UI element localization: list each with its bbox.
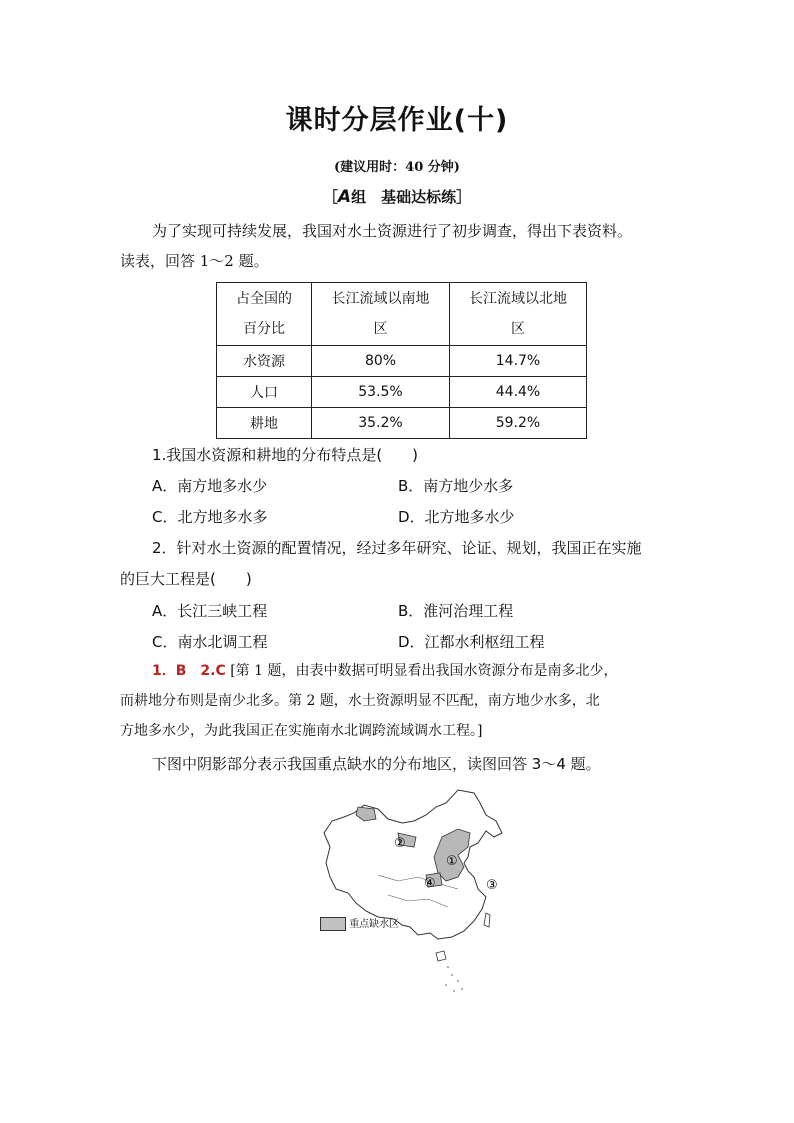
answer-line-2: 而耕地分布则是南少北多。第 2 题，水土资源明显不匹配，南方地少水多，北 (120, 693, 600, 709)
map-label-1: ① (446, 854, 458, 869)
question-1-stem: 1.我国水资源和耕地的分布特点是( ) (152, 446, 419, 464)
answer-line-3: 方地多水少，为此我国正在实施南水北调跨流域调水工程。] (120, 723, 483, 739)
taiwan (484, 913, 490, 927)
question-2-option-c: C．南水北调工程 (152, 633, 268, 651)
intro-line-1: 为了实现可持续发展，我国对水土资源进行了初步调查，得出下表资料。 (152, 222, 633, 240)
table-cell: 44.4% (450, 377, 587, 408)
question-2-option-d: D．江都水利枢纽工程 (398, 633, 545, 651)
map-label-3: ③ (486, 878, 498, 893)
table-header-row (217, 283, 587, 346)
resource-table (216, 282, 587, 439)
table-header-cell: 长江流域以北地 区 (450, 283, 587, 346)
table-header-cell: 长江流域以南地 区 (312, 283, 450, 346)
answer-key: 1．B 2.C (152, 663, 226, 679)
group-label: 组 基础达标练 (351, 188, 457, 206)
shortage-region-northwest (356, 807, 376, 821)
question-2-stem-line-1: 2．针对水土资源的配置情况，经过多年研究、论证、规划，我国正在实施 (152, 539, 642, 557)
table-cell: 59.2% (450, 408, 587, 439)
table-cell: 35.2% (312, 408, 450, 439)
question-1-option-d: D．北方地多水少 (398, 508, 515, 526)
table-cell: 14.7% (450, 346, 587, 377)
table-cell: 80% (312, 346, 450, 377)
map-legend (320, 915, 399, 931)
group-heading: ［A组 基础达标练］ (322, 187, 472, 207)
suggested-time: (建议用时：40 分钟) (334, 160, 460, 175)
question-1-option-c: C．北方地多水多 (152, 508, 268, 526)
question-2-stem-line-2: 的巨大工程是( ) (120, 570, 252, 588)
answer-line-1 (152, 656, 692, 686)
table-header-cell: 占全国的 百分比 (217, 283, 312, 346)
table-row (217, 408, 587, 439)
table-cell: 53.5% (312, 377, 450, 408)
intro-line-2: 读表，回答 1～2 题。 (120, 252, 269, 270)
legend-swatch (320, 917, 346, 931)
table-cell: 人口 (217, 377, 312, 408)
question-1-option-b: B．南方地少水多 (398, 477, 514, 495)
table-cell: 耕地 (217, 408, 312, 439)
china-water-shortage-map (318, 785, 518, 1000)
group-letter: A (337, 187, 352, 207)
map-label-2: ② (394, 836, 406, 851)
answer-text-1: [第 1 题，由表中数据可明显看出我国水资源分布是南多北少， (230, 663, 618, 679)
table-row (217, 346, 587, 377)
legend-label: 重点缺水区 (349, 919, 400, 930)
question-2-option-b: B．淮河治理工程 (398, 602, 514, 620)
question-1-option-a: A．南方地多水少 (152, 477, 268, 495)
question-2-option-a: A．长江三峡工程 (152, 602, 268, 620)
page-title: 课时分层作业(十) (285, 105, 509, 136)
hainan (436, 951, 446, 961)
map-label-4: ④ (424, 876, 436, 891)
table-cell: 水资源 (217, 346, 312, 377)
table-row (217, 377, 587, 408)
map-intro: 下图中阴影部分表示我国重点缺水的分布地区，读图回答 3～4 题。 (152, 755, 601, 773)
